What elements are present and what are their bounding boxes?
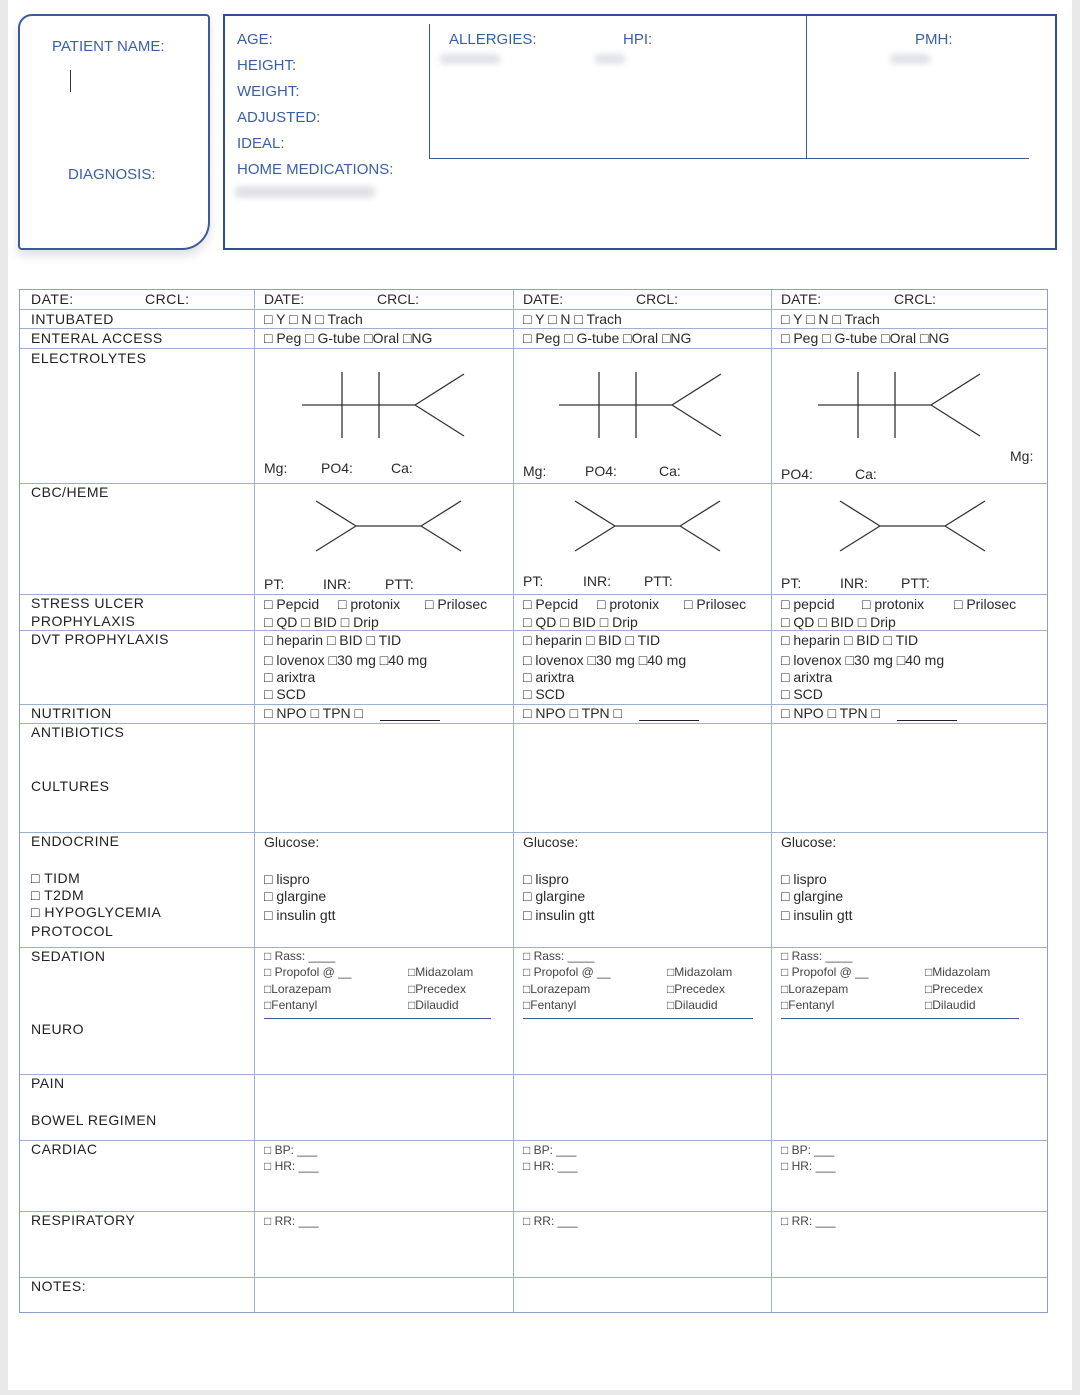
propofol-checkbox[interactable]: □ Propofol @ __ — [523, 965, 611, 979]
date-field[interactable]: DATE: — [264, 291, 305, 307]
po4-label: PO4: — [321, 460, 353, 476]
rr-field[interactable]: □ RR: ___ — [523, 1214, 578, 1228]
intubated-options[interactable]: □ Y □ N □ Trach — [523, 311, 622, 327]
inr-label: INR: — [323, 576, 351, 592]
crcl-field[interactable]: CRCL: — [636, 291, 679, 307]
ptt-label: PTT: — [385, 576, 414, 592]
day-column-1 — [264, 290, 509, 1312]
arixtra-checkbox[interactable]: □ arixtra — [264, 669, 316, 685]
insulin-gtt-checkbox[interactable]: □ insulin gtt — [781, 907, 853, 923]
day-column-3 — [781, 290, 1043, 1312]
ptt-label: PTT: — [901, 575, 930, 591]
propofol-checkbox[interactable]: □ Propofol @ __ — [781, 965, 869, 979]
divider — [429, 158, 1029, 159]
lispro-checkbox[interactable]: □ lispro — [523, 871, 569, 887]
bowel-regimen-label: BOWEL REGIMEN — [31, 1112, 157, 1128]
glucose-label: Glucose: — [523, 834, 579, 850]
glargine-checkbox[interactable]: □ glargine — [781, 888, 844, 904]
divider — [429, 24, 430, 158]
pt-label: PT: — [264, 576, 285, 592]
cbc-fishbone-diagram — [575, 501, 720, 551]
arixtra-checkbox[interactable]: □ arixtra — [523, 669, 575, 685]
nutrition-label: NUTRITION — [31, 705, 112, 721]
inr-label: INR: — [840, 575, 868, 591]
lovenox-options[interactable]: □ lovenox □30 mg □40 mg — [781, 652, 945, 668]
heparin-options[interactable]: □ heparin □ BID □ TID — [523, 632, 661, 648]
daily-rounds-table — [19, 289, 1048, 1313]
nutrition-blank[interactable] — [380, 720, 440, 721]
ptt-label: PTT: — [644, 573, 673, 589]
text-cursor[interactable] — [70, 70, 71, 92]
sedation-underline — [781, 1018, 1019, 1019]
tidm-checkbox[interactable]: □ TIDM — [31, 870, 81, 886]
fentanyl-checkbox[interactable]: □Fentanyl — [781, 998, 835, 1012]
protonix-checkbox[interactable]: □ protonix — [338, 596, 401, 612]
pt-label: PT: — [523, 573, 544, 589]
height-label: HEIGHT: — [237, 57, 297, 74]
redacted-text — [440, 54, 500, 64]
enteral-options[interactable]: □ Peg □ G-tube □Oral □NG — [264, 330, 433, 346]
protocol-label: PROTOCOL — [31, 923, 114, 939]
lorazepam-checkbox[interactable]: □Lorazepam — [523, 982, 591, 996]
pepcid-checkbox[interactable]: □ pepcid — [781, 596, 835, 612]
rass-field[interactable]: □ Rass: ____ — [781, 949, 853, 963]
heparin-options[interactable]: □ heparin □ BID □ TID — [781, 632, 919, 648]
hr-field[interactable]: □ HR: ___ — [264, 1159, 319, 1173]
sedation-underline — [523, 1018, 753, 1019]
crcl-label: CRCL: — [145, 291, 190, 307]
insulin-gtt-checkbox[interactable]: □ insulin gtt — [264, 907, 336, 923]
enteral-options[interactable]: □ Peg □ G-tube □Oral □NG — [781, 330, 950, 346]
diagnosis-label: DIAGNOSIS: — [68, 166, 156, 183]
electrolyte-fishbone-diagram — [302, 372, 467, 438]
bp-field[interactable]: □ BP: ___ — [781, 1143, 835, 1157]
mg-label: Mg: — [523, 463, 547, 479]
scd-checkbox[interactable]: □ SCD — [523, 686, 565, 702]
cultures-label: CULTURES — [31, 778, 110, 794]
notes-label: NOTES: — [31, 1278, 87, 1294]
intubated-label: INTUBATED — [31, 311, 114, 327]
electrolyte-fishbone-diagram — [818, 372, 983, 438]
nutrition-options[interactable]: □ NPO □ TPN □ — [264, 705, 364, 721]
rr-field[interactable]: □ RR: ___ — [264, 1214, 319, 1228]
pt-label: PT: — [781, 575, 802, 591]
glargine-checkbox[interactable]: □ glargine — [264, 888, 327, 904]
t2dm-checkbox[interactable]: □ T2DM — [31, 887, 85, 903]
hr-field[interactable]: □ HR: ___ — [523, 1159, 578, 1173]
stress-ulcer-label: STRESS ULCER — [31, 595, 145, 611]
pmh-label: PMH: — [915, 31, 953, 48]
lispro-checkbox[interactable]: □ lispro — [264, 871, 310, 887]
ca-label: Ca: — [659, 463, 681, 479]
mg-label: Mg: — [1010, 448, 1034, 464]
midazolam-checkbox[interactable]: □Midazolam — [408, 965, 474, 979]
date-field[interactable]: DATE: — [523, 291, 564, 307]
lorazepam-checkbox[interactable]: □Lorazepam — [781, 982, 849, 996]
lispro-checkbox[interactable]: □ lispro — [781, 871, 827, 887]
enteral-access-label: ENTERAL ACCESS — [31, 330, 163, 346]
heparin-options[interactable]: □ heparin □ BID □ TID — [264, 632, 402, 648]
redacted-text — [595, 54, 625, 64]
electrolytes-label: ELECTROLYTES — [31, 350, 147, 366]
midazolam-checkbox[interactable]: □Midazolam — [925, 965, 991, 979]
glucose-label: Glucose: — [781, 834, 837, 850]
patient-name-label: PATIENT NAME: — [52, 38, 165, 55]
frequency-options[interactable]: □ QD □ BID □ Drip — [781, 614, 896, 630]
glargine-checkbox[interactable]: □ glargine — [523, 888, 586, 904]
hr-field[interactable]: □ HR: ___ — [781, 1159, 836, 1173]
patient-details-box — [223, 14, 1057, 250]
precedex-checkbox[interactable]: □Precedex — [925, 982, 983, 996]
bp-field[interactable]: □ BP: ___ — [264, 1143, 318, 1157]
arixtra-checkbox[interactable]: □ arixtra — [781, 669, 833, 685]
fentanyl-checkbox[interactable]: □Fentanyl — [264, 998, 318, 1012]
pepcid-checkbox[interactable]: □ Pepcid — [264, 596, 320, 612]
rr-field[interactable]: □ RR: ___ — [781, 1214, 836, 1228]
prilosec-checkbox[interactable]: □ Prilosec — [684, 596, 747, 612]
allergies-label: ALLERGIES: — [449, 31, 537, 48]
pain-label: PAIN — [31, 1075, 65, 1091]
home-medications-label: HOME MEDICATIONS: — [237, 161, 394, 178]
redacted-text — [235, 186, 375, 198]
cbc-fishbone-diagram — [316, 501, 461, 551]
protonix-checkbox[interactable]: □ protonix — [862, 596, 925, 612]
divider — [806, 16, 807, 158]
bp-field[interactable]: □ BP: ___ — [523, 1143, 577, 1157]
frequency-options[interactable]: □ QD □ BID □ Drip — [523, 614, 638, 630]
redacted-text — [890, 54, 930, 64]
cbc-heme-label: CBC/HEME — [31, 484, 109, 500]
electrolyte-fishbone-diagram — [559, 372, 724, 438]
sedation-underline — [264, 1018, 491, 1019]
intubated-options[interactable]: □ Y □ N □ Trach — [781, 311, 880, 327]
antibiotics-label: ANTIBIOTICS — [31, 724, 125, 740]
dilaudid-checkbox[interactable]: □Dilaudid — [408, 998, 459, 1012]
ca-label: Ca: — [855, 466, 877, 482]
midazolam-checkbox[interactable]: □Midazolam — [667, 965, 733, 979]
cbc-fishbone-diagram — [840, 501, 985, 551]
grid-line — [254, 290, 255, 1312]
day-column-2 — [523, 290, 768, 1312]
grid-line — [513, 290, 514, 1312]
respiratory-label: RESPIRATORY — [31, 1212, 136, 1228]
precedex-checkbox[interactable]: □Precedex — [408, 982, 466, 996]
hpi-label: HPI: — [623, 31, 653, 48]
date-field[interactable]: DATE: — [781, 291, 822, 307]
lovenox-options[interactable]: □ lovenox □30 mg □40 mg — [523, 652, 687, 668]
po4-label: PO4: — [781, 466, 813, 482]
adjusted-label: ADJUSTED: — [237, 109, 321, 126]
insulin-gtt-checkbox[interactable]: □ insulin gtt — [523, 907, 595, 923]
mg-label: Mg: — [264, 460, 288, 476]
protonix-checkbox[interactable]: □ protonix — [597, 596, 660, 612]
nutrition-blank[interactable] — [897, 720, 957, 721]
dilaudid-checkbox[interactable]: □Dilaudid — [925, 998, 976, 1012]
date-label: DATE: — [31, 291, 74, 307]
hypoglycemia-checkbox[interactable]: □ HYPOGLYCEMIA — [31, 904, 162, 920]
nutrition-options[interactable]: □ NPO □ TPN □ — [781, 705, 881, 721]
sedation-label: SEDATION — [31, 948, 106, 964]
frequency-options[interactable]: □ QD □ BID □ Drip — [264, 614, 379, 630]
crcl-field[interactable]: CRCL: — [377, 291, 420, 307]
inr-label: INR: — [583, 573, 611, 589]
nutrition-options[interactable]: □ NPO □ TPN □ — [523, 705, 623, 721]
ideal-label: IDEAL: — [237, 135, 285, 152]
patient-info-box — [18, 14, 210, 250]
po4-label: PO4: — [585, 463, 617, 479]
glucose-label: Glucose: — [264, 834, 320, 850]
crcl-field[interactable]: CRCL: — [894, 291, 937, 307]
prophylaxis-label: PROPHYLAXIS — [31, 613, 136, 629]
lorazepam-checkbox[interactable]: □Lorazepam — [264, 982, 332, 996]
prilosec-checkbox[interactable]: □ Prilosec — [425, 596, 488, 612]
nutrition-blank[interactable] — [639, 720, 699, 721]
enteral-options[interactable]: □ Peg □ G-tube □Oral □NG — [523, 330, 692, 346]
intubated-options[interactable]: □ Y □ N □ Trach — [264, 311, 363, 327]
weight-label: WEIGHT: — [237, 83, 300, 100]
dilaudid-checkbox[interactable]: □Dilaudid — [667, 998, 718, 1012]
cardiac-label: CARDIAC — [31, 1141, 98, 1157]
fentanyl-checkbox[interactable]: □Fentanyl — [523, 998, 577, 1012]
endocrine-label: ENDOCRINE — [31, 833, 120, 849]
precedex-checkbox[interactable]: □Precedex — [667, 982, 725, 996]
propofol-checkbox[interactable]: □ Propofol @ __ — [264, 965, 352, 979]
grid-line — [771, 290, 772, 1312]
pepcid-checkbox[interactable]: □ Pepcid — [523, 596, 579, 612]
rass-field[interactable]: □ Rass: ____ — [264, 949, 336, 963]
dvt-prophylaxis-label: DVT PROPHYLAXIS — [31, 631, 169, 647]
scd-checkbox[interactable]: □ SCD — [264, 686, 306, 702]
age-label: AGE: — [237, 31, 273, 48]
neuro-label: NEURO — [31, 1021, 85, 1037]
ca-label: Ca: — [391, 460, 413, 476]
lovenox-options[interactable]: □ lovenox □30 mg □40 mg — [264, 652, 428, 668]
scd-checkbox[interactable]: □ SCD — [781, 686, 823, 702]
prilosec-checkbox[interactable]: □ Prilosec — [954, 596, 1017, 612]
rass-field[interactable]: □ Rass: ____ — [523, 949, 595, 963]
